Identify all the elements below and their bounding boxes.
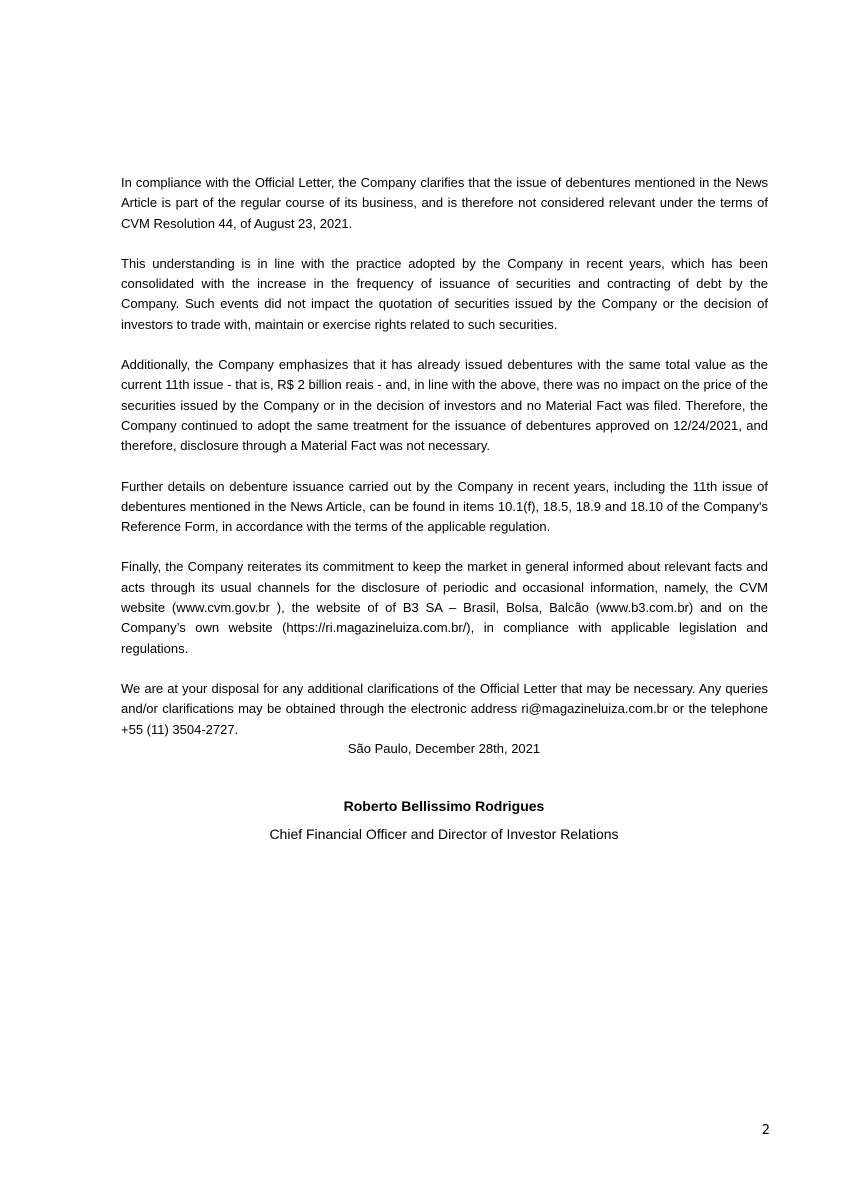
date-line: São Paulo, December 28th, 2021 xyxy=(347,741,541,756)
signer-name: Roberto Bellissimo Rodrigues xyxy=(343,798,545,814)
paragraph-additionally: Additionally, the Company emphasizes that it has already issued debentures with the same total value as the current 11th issue - that is, R$ 2 billion reais - and, in line with the above, there was no impact on the price of the securities issued by the Company or in the decision of investors and no Material Fact was filed. Therefore, the Company continued to adopt the same treatment for the issuance of debentures approved on 12/24/2021, and therefore, disclosure through a Material Fact was not necessary. xyxy=(121,357,768,454)
signer-title: Chief Financial Officer and Director of Investor Relations xyxy=(269,826,619,842)
paragraph-understanding: This understanding is in line with the practice adopted by the Company in recent years, which has been consolidated with the increase in the frequency of issuance of securities and contracting of debt by the Company. Such events did not impact the quotation of securities issued by the Company or the decision of investors to trade with, maintain or exercise rights related to such securities. xyxy=(121,255,768,332)
paragraph-contact: We are at your disposal for any additional clarifications of the Official Letter that may be necessary. Any queries and/or clarifications may be obtained through the electronic address ri@magazineluiza.com.br or the telephone +55 (11) 3504-2727. xyxy=(121,680,768,737)
letter-body xyxy=(121,173,768,760)
page-number: 2 xyxy=(761,1123,770,1138)
paragraph-compliance: In compliance with the Official Letter, the Company clarifies that the issue of debentures mentioned in the News Article is part of the regular course of its business, and is therefore not considered relevant under the terms of CVM Resolution 44, of August 23, 2021. xyxy=(121,175,768,231)
paragraph-further-details: Further details on debenture issuance carried out by the Company in recent years, including the 11th issue of debentures mentioned in the News Article, can be found in items 10.1(f), 18.5, 18.9 and 18.10 of the Company's Reference Form, in accordance with the terms of the applicable regulation. xyxy=(121,478,768,535)
paragraph-commitment: Finally, the Company reiterates its commitment to keep the market in general informed about relevant facts and acts through its usual channels for the disclosure of periodic and occasional information, namely, the CVM website (www.cvm.gov.br ), the website of of B3 SA – Brasil, Bolsa, Balcão (www.b3.com.br) and on the Company’s own website (https://ri.magazineluiza.com.br/), in compliance with applicable legislation and regulations. xyxy=(121,559,768,656)
